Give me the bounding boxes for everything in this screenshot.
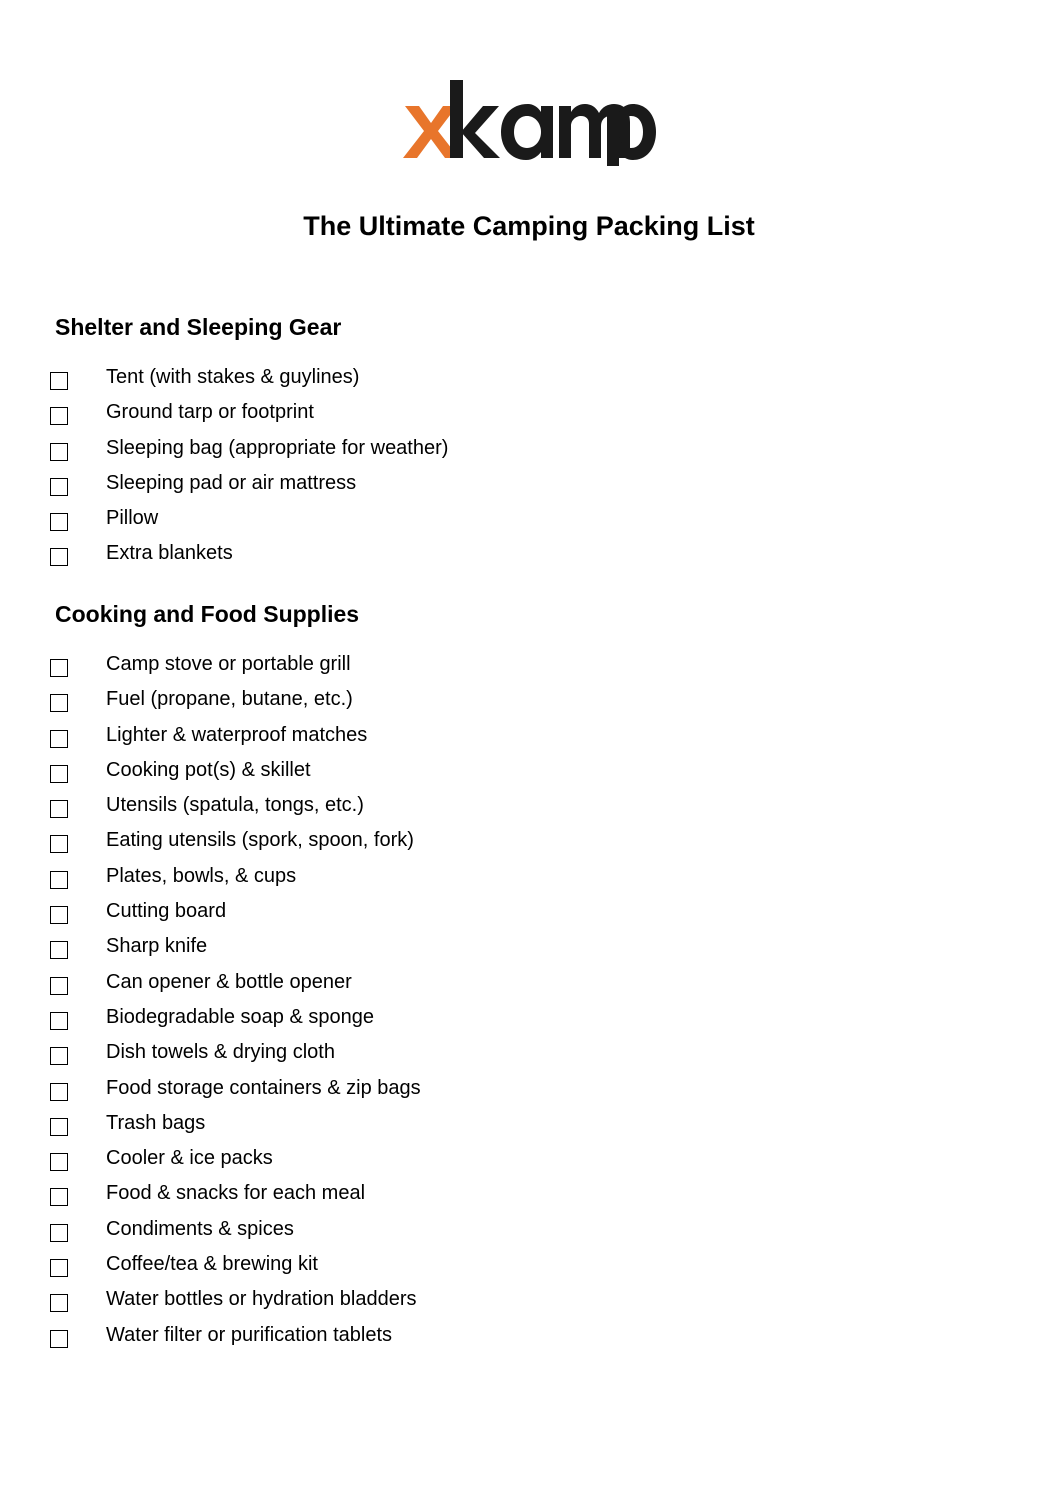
checklist xyxy=(50,651,950,1357)
item-label: Cooler & ice packs xyxy=(106,1147,273,1170)
item-label: Can opener & bottle opener xyxy=(106,970,352,993)
checkbox[interactable] xyxy=(50,906,68,924)
checklist-item xyxy=(50,1216,950,1251)
checklist-item xyxy=(50,1110,950,1145)
checklist-item xyxy=(50,1251,950,1286)
item-label: Sleeping bag (appropriate for weather) xyxy=(106,436,449,459)
checklist-item xyxy=(50,792,950,827)
checkbox[interactable] xyxy=(50,977,68,995)
checklist-item xyxy=(50,686,950,721)
checklist-item xyxy=(50,1180,950,1215)
item-label: Extra blankets xyxy=(106,542,233,565)
checklist-item xyxy=(50,722,950,757)
checkbox[interactable] xyxy=(50,513,68,531)
item-label: Food storage containers & zip bags xyxy=(106,1076,421,1099)
item-label: Water filter or purification tablets xyxy=(106,1323,393,1346)
checklist-item xyxy=(50,757,950,792)
checkbox[interactable] xyxy=(50,1083,68,1101)
checklist-item xyxy=(50,1075,950,1110)
checklist-item xyxy=(50,1004,950,1039)
item-label: Water bottles or hydration bladders xyxy=(106,1288,417,1311)
item-label: Plates, bowls, & cups xyxy=(106,864,297,887)
checklist-item xyxy=(50,1039,950,1074)
item-label: Camp stove or portable grill xyxy=(106,653,351,675)
checkbox[interactable] xyxy=(50,1259,68,1277)
item-label: Sleeping pad or air mattress xyxy=(106,471,357,494)
xkamp-logo-mark xyxy=(403,78,657,166)
section-shelter-sleeping xyxy=(50,312,950,576)
item-label: Sharp knife xyxy=(106,935,208,958)
checklist-item xyxy=(50,1145,950,1180)
checkbox[interactable] xyxy=(50,548,68,566)
xkamp-logo xyxy=(403,78,657,166)
checkbox[interactable] xyxy=(50,478,68,496)
checklist-item xyxy=(50,399,950,434)
checkbox[interactable] xyxy=(50,941,68,959)
checklist-item xyxy=(50,863,950,898)
checkbox[interactable] xyxy=(50,1188,68,1206)
section-title: Cooking and Food Supplies xyxy=(55,601,360,627)
checkbox[interactable] xyxy=(50,659,68,677)
checkbox[interactable] xyxy=(50,407,68,425)
checkbox[interactable] xyxy=(50,871,68,889)
checkbox[interactable] xyxy=(50,1224,68,1242)
item-label: Eating utensils (spork, spoon, fork) xyxy=(106,829,414,852)
item-label: Cutting board xyxy=(106,900,227,923)
section-title: Shelter and Sleeping Gear xyxy=(55,314,342,340)
checklist xyxy=(50,364,950,576)
checklist-item xyxy=(50,1286,950,1321)
checklist-item xyxy=(50,364,950,399)
checkbox[interactable] xyxy=(50,1294,68,1312)
checklist-item xyxy=(50,435,950,470)
checklist-item xyxy=(50,969,950,1004)
checkbox[interactable] xyxy=(50,1118,68,1136)
checkbox[interactable] xyxy=(50,372,68,390)
checklist-item xyxy=(50,933,950,968)
item-label: Fuel (propane, butane, etc.) xyxy=(106,688,353,711)
checkbox[interactable] xyxy=(50,1012,68,1030)
item-label: Lighter & waterproof matches xyxy=(106,723,368,746)
item-label: Pillow xyxy=(106,507,159,530)
checklist-item xyxy=(50,540,950,575)
checkbox[interactable] xyxy=(50,835,68,853)
item-label: Coffee/tea & brewing kit xyxy=(106,1253,318,1276)
checkbox[interactable] xyxy=(50,730,68,748)
item-label: Condiments & spices xyxy=(106,1217,294,1240)
checkbox[interactable] xyxy=(50,443,68,461)
checklist-item xyxy=(50,470,950,505)
checklist-item xyxy=(50,1322,950,1357)
checkbox[interactable] xyxy=(50,765,68,783)
item-label: Biodegradable soap & sponge xyxy=(106,1005,374,1028)
checkbox[interactable] xyxy=(50,694,68,712)
item-label: Ground tarp or footprint xyxy=(106,401,314,424)
checklist-item xyxy=(50,651,950,686)
item-label: Cooking pot(s) & skillet xyxy=(106,758,311,781)
item-label: Tent (with stakes & guylines) xyxy=(106,366,360,388)
checkbox[interactable] xyxy=(50,1330,68,1348)
item-label: Dish towels & drying cloth xyxy=(106,1041,335,1064)
checklist-item xyxy=(50,505,950,540)
section-cooking-food xyxy=(50,599,950,1357)
checklist-item xyxy=(50,827,950,862)
checklist-item xyxy=(50,898,950,933)
item-label: Food & snacks for each meal xyxy=(106,1182,366,1205)
item-label: Utensils (spatula, tongs, etc.) xyxy=(106,794,364,817)
checkbox[interactable] xyxy=(50,800,68,818)
checkbox[interactable] xyxy=(50,1047,68,1065)
checkbox[interactable] xyxy=(50,1153,68,1171)
document-title: The Ultimate Camping Packing List xyxy=(303,211,755,241)
item-label: Trash bags xyxy=(106,1111,206,1134)
